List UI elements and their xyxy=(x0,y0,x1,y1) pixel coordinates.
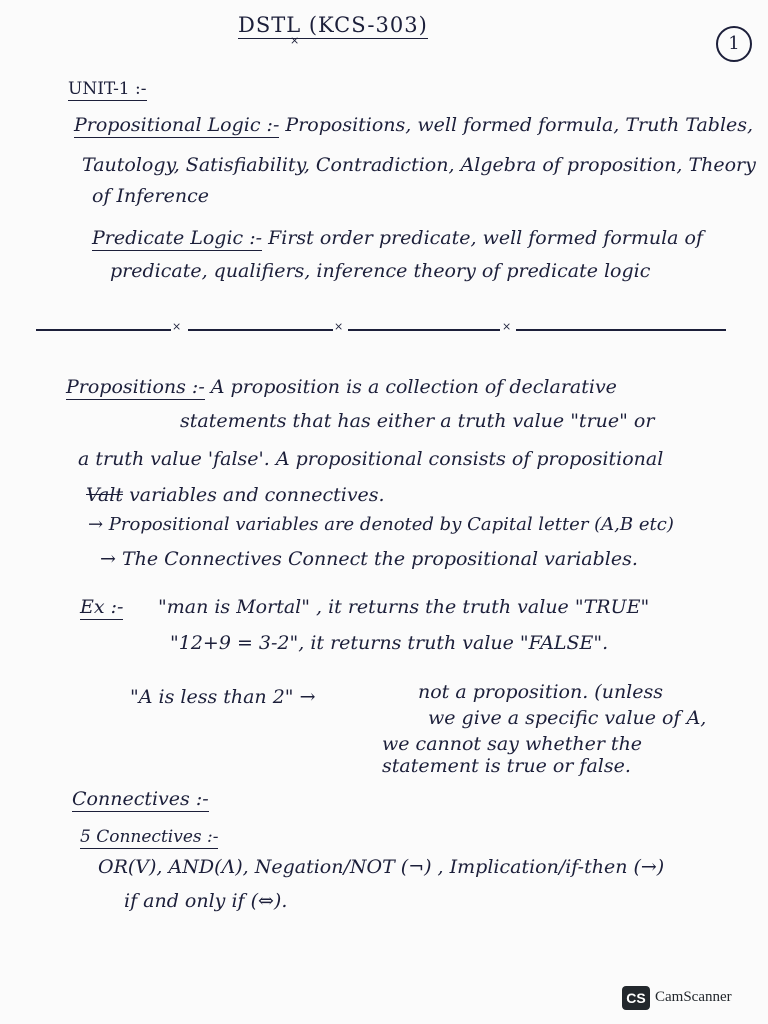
examples-label: Ex :- xyxy=(80,596,124,618)
propositions-definition-3: a truth value 'false'. A propositional consists of propositional xyxy=(78,448,664,470)
page-number: 1 xyxy=(716,26,752,62)
connectives-list-2: if and only if (⇔). xyxy=(124,890,288,912)
propositions-definition-1: A proposition is a collection of declarative xyxy=(210,376,617,398)
camscanner-watermark: CamScanner xyxy=(655,989,732,1005)
propositional-logic-topics: Propositions, well formed formula, Truth Tables, xyxy=(285,114,754,136)
predicate-logic-heading: Predicate Logic :- xyxy=(92,227,263,249)
example-3-note-1: not a proposition. (unless xyxy=(418,681,664,703)
example-1: "man is Mortal" , it returns the truth value "TRUE" xyxy=(158,596,650,618)
propositions-bullet-2: → The Connectives Connect the propositional variables. xyxy=(100,548,638,570)
propositions-bullet-1: → Propositional variables are denoted by Capital letter (A,B etc) xyxy=(88,514,674,535)
connectives-list: OR(V), AND(Λ), Negation/NOT (¬) , Implication/if-then (→) xyxy=(98,856,665,878)
example-3-note-4: statement is true or false. xyxy=(382,755,631,777)
propositional-logic-topics-2: Tautology, Satisfiability, Contradiction, Algebra of proposition, Theory xyxy=(82,154,756,176)
propositions-definition-2: statements that has either a truth value "true" or xyxy=(180,410,655,432)
title-underline-mark: × xyxy=(290,34,300,47)
unit-label: UNIT-1 :- xyxy=(68,79,147,99)
propositional-logic-line xyxy=(74,112,753,138)
example-3-note-2: we give a specific value of A, xyxy=(428,707,707,729)
propositional-logic-heading: Propositional Logic :- xyxy=(74,114,280,136)
page-title: DSTL (KCS-303) xyxy=(238,13,428,37)
propositions-heading: Propositions :- xyxy=(66,376,205,398)
propositional-logic-topics-3: of Inference xyxy=(92,185,209,207)
propositions-definition-4: Valt variables and connectives. xyxy=(86,484,385,506)
struck-word: Valt xyxy=(86,484,124,506)
camscanner-logo-icon: CS xyxy=(622,986,650,1010)
example-2: "12+9 = 3-2", it returns truth value "FALSE". xyxy=(170,632,609,654)
propositions-line-1 xyxy=(66,374,617,400)
section-divider: × × × xyxy=(36,325,736,335)
predicate-logic-topics: First order predicate, well formed formula of xyxy=(268,227,704,249)
example-3-note-3: we cannot say whether the xyxy=(382,733,643,755)
example-3: "A is less than 2" → xyxy=(130,686,316,708)
predicate-logic-line xyxy=(92,225,703,251)
predicate-logic-topics-2: predicate, qualifiers, inference theory of predicate logic xyxy=(110,260,651,282)
connectives-subheading: 5 Connectives :- xyxy=(80,827,219,847)
connectives-heading: Connectives :- xyxy=(72,788,209,810)
